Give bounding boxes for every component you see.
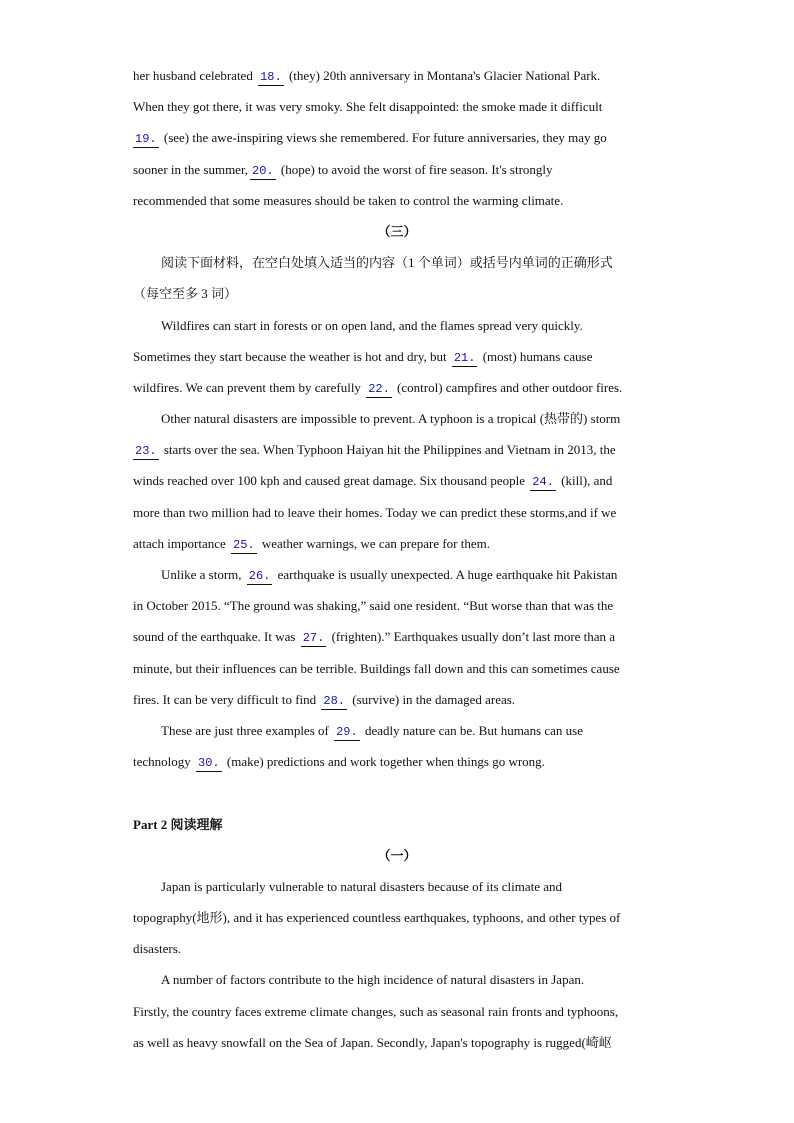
blank-25[interactable]: 25. xyxy=(233,537,255,552)
text: Unlike a storm, xyxy=(161,567,242,582)
text: Sometimes they start because the weather is hot and dry, but xyxy=(133,348,447,364)
document-page xyxy=(133,60,661,1058)
blank-22[interactable]: 22. xyxy=(368,381,390,396)
text: (most) humans cause xyxy=(482,348,593,364)
text-line: Japan is particularly vulnerable to natural disasters because of its climate and xyxy=(161,878,563,894)
text-line xyxy=(133,403,661,434)
blank-29[interactable]: 29. xyxy=(336,724,358,739)
blank-20[interactable]: 20. xyxy=(252,163,274,178)
text: her husband celebrated xyxy=(133,68,253,83)
text-line: topography(地形), and it has experienced countless earthquakes, typhoons, and other types of xyxy=(133,910,621,926)
instruction-line: （每空至多 3 词） xyxy=(133,286,238,302)
text-line xyxy=(133,528,661,559)
text: These are just three examples of xyxy=(161,722,329,738)
text-line xyxy=(133,653,661,684)
text-line xyxy=(133,497,661,528)
text: (hope) to avoid the worst of fire season. It's strongly xyxy=(280,161,553,177)
text: more than two million had to leave their homes. Today we can predict these storms,and if we xyxy=(133,504,617,520)
text: wildfires. We can prevent them by carefully xyxy=(133,379,361,395)
part-heading: Part 2 阅读理解 xyxy=(133,816,223,832)
text-line xyxy=(133,60,661,91)
text: (see) the awe-inspiring views she remembered. For future anniversaries, they may go xyxy=(163,130,607,146)
instruction-line: 阅读下面材料，在空白处填入适当的内容（1 个单词）或括号内单词的正确形式 xyxy=(161,255,613,271)
text: When they got there, it was very smoky. She felt disappointed: the smoke made it difficult xyxy=(133,99,603,115)
text: earthquake is usually unexpected. A huge earthquake hit Pakistan xyxy=(277,567,618,582)
text-line xyxy=(133,372,661,403)
blank-26[interactable]: 26. xyxy=(248,569,271,583)
text: sound of the earthquake. It was xyxy=(133,629,296,645)
blank-19[interactable]: 19. xyxy=(135,132,157,147)
text-line: Firstly, the country faces extreme climate changes, such as seasonal rain fronts and typhoons, xyxy=(133,1003,619,1019)
text: minute, but their influences can be terrible. Buildings fall down and this can sometimes cause xyxy=(133,660,620,676)
blank-23[interactable]: 23. xyxy=(135,444,157,459)
text: (control) campfires and other outdoor fires. xyxy=(397,379,623,395)
text-line xyxy=(133,684,661,715)
text: deadly nature can be. But humans can use xyxy=(364,722,584,738)
text: recommended that some measures should be taken to control the warming climate. xyxy=(133,192,564,208)
text-line xyxy=(133,746,661,777)
text-line xyxy=(133,434,661,465)
blank-30[interactable]: 30. xyxy=(198,756,220,771)
text-line xyxy=(133,154,661,185)
text: attach importance xyxy=(133,535,226,551)
text: (kill), and xyxy=(561,473,613,489)
text: (they) 20th anniversary in Montana's Glacier National Park. xyxy=(288,68,601,83)
text: (frighten).” Earthquakes usually don’t last more than a xyxy=(331,629,616,645)
text: Wildfires can start in forests or on open land, and the flames spread very quickly. xyxy=(161,317,583,333)
blank-21[interactable]: 21. xyxy=(453,350,476,365)
text-line xyxy=(133,621,661,652)
text: (make) predictions and work together when things go wrong. xyxy=(226,754,545,770)
text: technology xyxy=(133,754,191,770)
text: (survive) in the damaged areas. xyxy=(352,691,516,707)
text-line xyxy=(133,310,661,341)
text: fires. It can be very difficult to find xyxy=(133,691,317,707)
text-line xyxy=(133,122,661,153)
text-line xyxy=(133,590,661,621)
blank-24[interactable]: 24. xyxy=(532,475,554,490)
text-line xyxy=(133,91,661,122)
section-title: （一） xyxy=(377,847,417,863)
section-title: （三） xyxy=(377,223,417,239)
text: Other natural disasters are impossible to prevent. A typhoon is a tropical (热带的) storm xyxy=(161,411,621,427)
text-line xyxy=(133,185,661,216)
text: winds reached over 100 kph and caused great damage. Six thousand people xyxy=(133,473,526,489)
text-line: as well as heavy snowfall on the Sea of Japan. Secondly, Japan's topography is rugged(崎岖 xyxy=(133,1034,612,1050)
text: sooner in the summer, xyxy=(133,161,249,177)
blank-18[interactable]: 18. xyxy=(260,70,282,84)
text-line xyxy=(133,559,661,590)
text: starts over the sea. When Typhoon Haiyan hit the Philippines and Vietnam in 2013, the xyxy=(163,442,616,458)
blank-28[interactable]: 28. xyxy=(323,693,346,708)
text-line: disasters. xyxy=(133,941,182,957)
text: weather warnings, we can prepare for them. xyxy=(261,535,490,551)
text-line xyxy=(133,341,661,372)
text: in October 2015. “The ground was shaking,” said one resident. “But worse than that was the xyxy=(133,598,614,614)
text-line xyxy=(133,465,661,496)
text-line: A number of factors contribute to the high incidence of natural disasters in Japan. xyxy=(161,972,585,988)
spacer xyxy=(133,777,661,808)
blank-27[interactable]: 27. xyxy=(302,631,325,646)
text-line xyxy=(133,715,661,746)
